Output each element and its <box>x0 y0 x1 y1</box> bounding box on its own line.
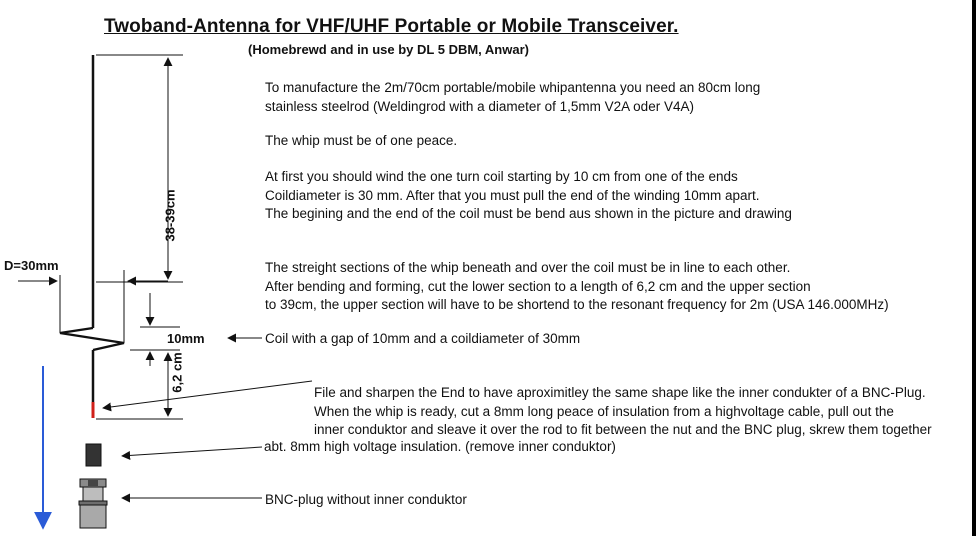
upper-dimension <box>96 55 183 282</box>
callout-bnc: BNC-plug without inner conduktor <box>265 492 467 507</box>
page-subtitle: (Homebrewd and in use by DL 5 DBM, Anwar) <box>248 42 529 57</box>
text-line: stainless steelrod (Weldingrod with a diameter of 1,5mm V2A oder V4A) <box>265 98 694 114</box>
insulation-piece <box>86 444 101 466</box>
callout-insulation: abt. 8mm high voltage insulation. (remove inner conduktor) <box>264 439 616 454</box>
lower-dimension <box>96 353 183 419</box>
text-line: When the whip is ready, cut a 8mm long peace of insulation from a highvoltage cable, pull out the <box>314 403 894 419</box>
upper-length-label: 38-39cm <box>162 189 178 242</box>
gap-label: 10mm <box>167 331 205 346</box>
text-line: The begining and the end of the coil must be bend aus shown in the picture and drawing <box>265 206 792 221</box>
tip-callout-arrow <box>103 381 312 408</box>
lower-length-label: 6,2 cm <box>169 352 185 393</box>
page-title: Twoband-Antenna for VHF/UHF Portable or Mobile Transceiver. <box>104 16 679 37</box>
bnc-plug <box>79 479 107 528</box>
text-line: inner conduktor and sleave it over the rod to fit between the nut and the BNC plug, skrew them together <box>314 422 932 437</box>
text-line: At first you should wind the one turn coil starting by 10 cm from one of the ends <box>265 169 738 184</box>
coil <box>60 328 124 350</box>
window-edge <box>972 0 976 536</box>
text-line: To manufacture the 2m/70cm portable/mobile whipantenna you need an 80cm long <box>265 80 761 95</box>
text-line: File and sharpen the End to have aproximitley the same shape like the inner condukter of a BNC-Plug. <box>314 385 926 400</box>
text-line: Coildiameter is 30 mm. After that you must pull the end of the winding 10mm apart. <box>265 187 760 203</box>
callout-coil: Coil with a gap of 10mm and a coildiameter of 30mm <box>265 331 581 346</box>
text-line: After bending and forming, cut the lower section to a length of 6,2 cm and the upper section <box>265 278 811 294</box>
insulation-callout-arrow <box>122 447 262 456</box>
text-line: to 39cm, the upper section will have to be shortend to the resonant frequency for 2m (USA 146.000MHz) <box>265 297 889 312</box>
gap-dimension <box>130 293 180 366</box>
diameter-label: D=30mm <box>4 258 59 273</box>
text-line: The whip must be of one peace. <box>265 133 458 148</box>
text-line: The streight sections of the whip beneath and over the coil must be in line to each other. <box>265 260 791 275</box>
